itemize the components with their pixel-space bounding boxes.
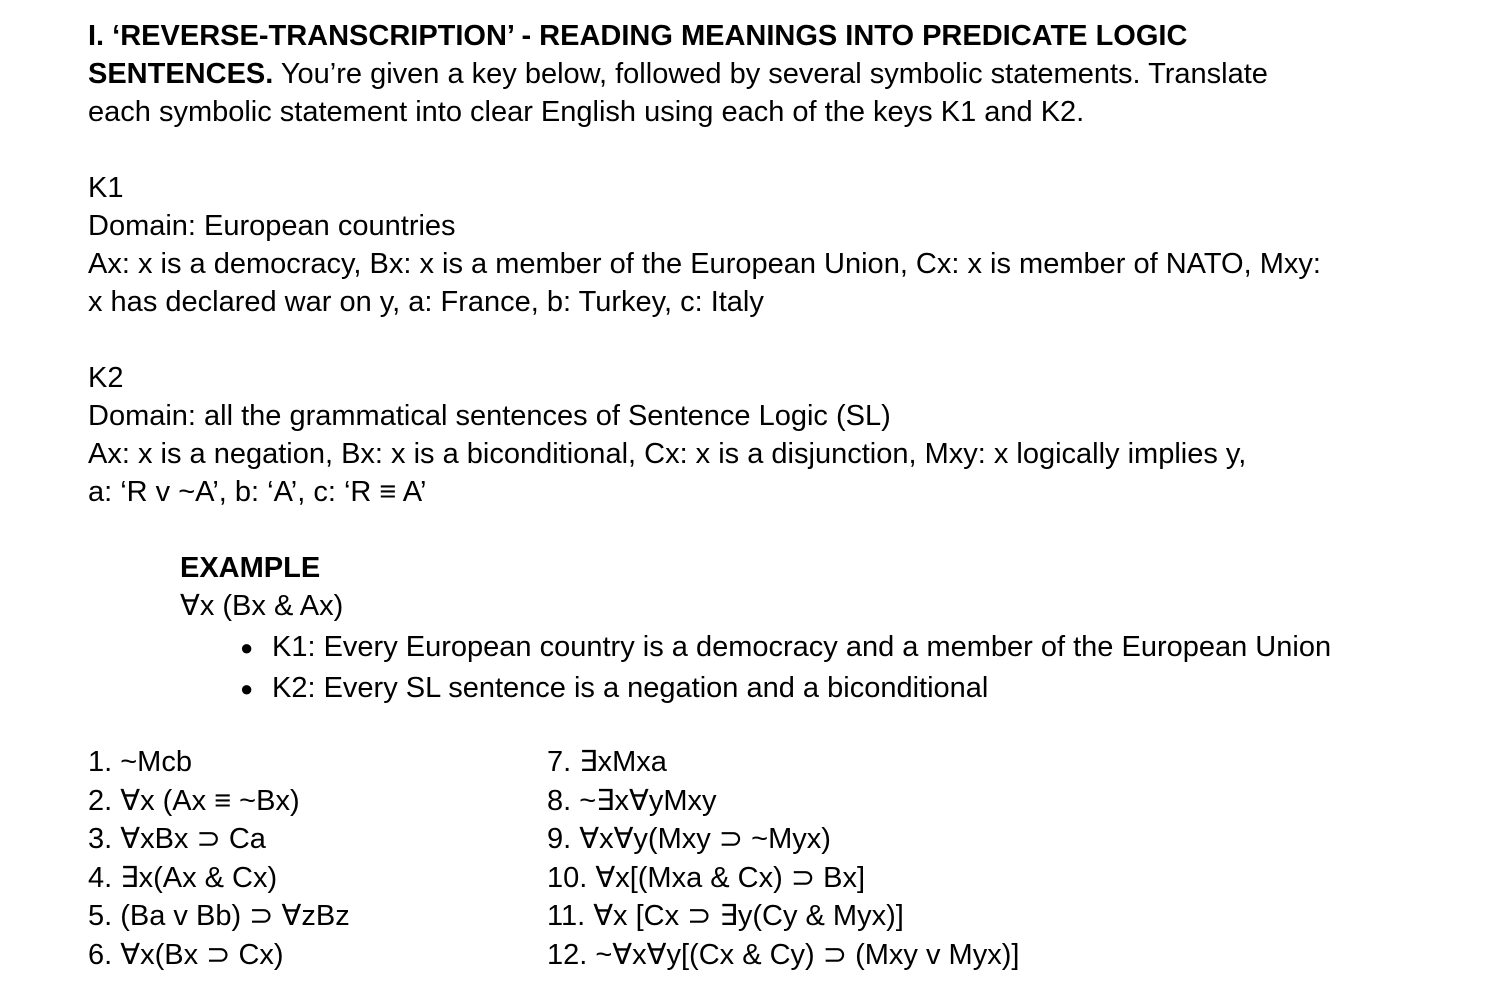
key2-definitions-line2: a: ‘R v ~A’, b: ‘A’, c: ‘R ≡ A’	[88, 476, 427, 508]
key2-title: K2	[88, 362, 124, 394]
key1-title: K1	[88, 172, 124, 204]
problem-item: 12. ~∀x∀y[(Cx & Cy) ⊃ (Mxy v Myx)]	[547, 938, 1020, 971]
key2-block	[88, 359, 1498, 511]
problem-column-right	[547, 743, 1019, 975]
example-block	[180, 549, 1498, 709]
example-formula: ∀x (Bx & Ax)	[180, 590, 344, 622]
example-bullet-list	[180, 627, 1498, 709]
bullet-icon: ●	[240, 676, 254, 701]
key1-definitions-line1: Ax: x is a democracy, Bx: x is a member of the European Union, Cx: x is member of NATO, Mxy:	[88, 248, 1321, 280]
heading-title-end: SENTENCES.	[88, 58, 274, 90]
problem-item: 7. ∃xMxa	[547, 746, 667, 778]
example-bullet-text: K2: Every SL sentence is a negation and a biconditional	[272, 672, 989, 704]
problem-item: 2. ∀x (Ax ≡ ~Bx)	[88, 784, 300, 817]
problem-item: 4. ∃x(Ax & Cx)	[88, 861, 278, 894]
problem-item: 10. ∀x[(Mxa & Cx) ⊃ Bx]	[547, 861, 866, 894]
instructions-text-part2: each symbolic statement into clear English using each of the keys K1 and K2.	[88, 96, 1085, 128]
problem-item: 9. ∀x∀y(Mxy ⊃ ~Myx)	[547, 823, 831, 856]
key1-domain: Domain: European countries	[88, 210, 456, 242]
problem-item: 11. ∀x [Cx ⊃ ∃y(Cy & Myx)]	[547, 900, 904, 933]
key1-definitions-line2: x has declared war on y, a: France, b: Turkey, c: Italy	[88, 286, 764, 318]
problem-item: 1. ~Mcb	[88, 746, 192, 778]
problem-item: 3. ∀xBx ⊃ Ca	[88, 823, 266, 856]
heading-title-line1: I. ‘REVERSE-TRANSCRIPTION’ - READING MEANINGS INTO PREDICATE LOGIC	[88, 20, 1188, 52]
example-title: EXAMPLE	[180, 552, 321, 584]
example-bullet-k1	[180, 627, 1498, 668]
problem-item: 5. (Ba v Bb) ⊃ ∀zBz	[88, 900, 350, 933]
key2-definitions-line1: Ax: x is a negation, Bx: x is a biconditional, Cx: x is a disjunction, Mxy: x logically implies y,	[88, 438, 1247, 470]
key1-block	[88, 169, 1498, 321]
key2-domain: Domain: all the grammatical sentences of Sentence Logic (SL)	[88, 400, 891, 432]
problem-column-left	[88, 743, 350, 975]
problem-item: 6. ∀x(Bx ⊃ Cx)	[88, 938, 284, 971]
bullet-icon: ●	[240, 635, 254, 660]
example-bullet-k2	[180, 668, 1498, 709]
heading-title-line2	[88, 55, 1498, 93]
instructions-text-part1: You’re given a key below, followed by several symbolic statements. Translate	[273, 58, 1268, 90]
problem-item: 8. ~∃x∀yMxy	[547, 784, 717, 817]
section-heading	[88, 17, 1498, 131]
example-bullet-text: K1: Every European country is a democracy and a member of the European Union	[272, 631, 1332, 663]
document-page	[88, 17, 1498, 709]
